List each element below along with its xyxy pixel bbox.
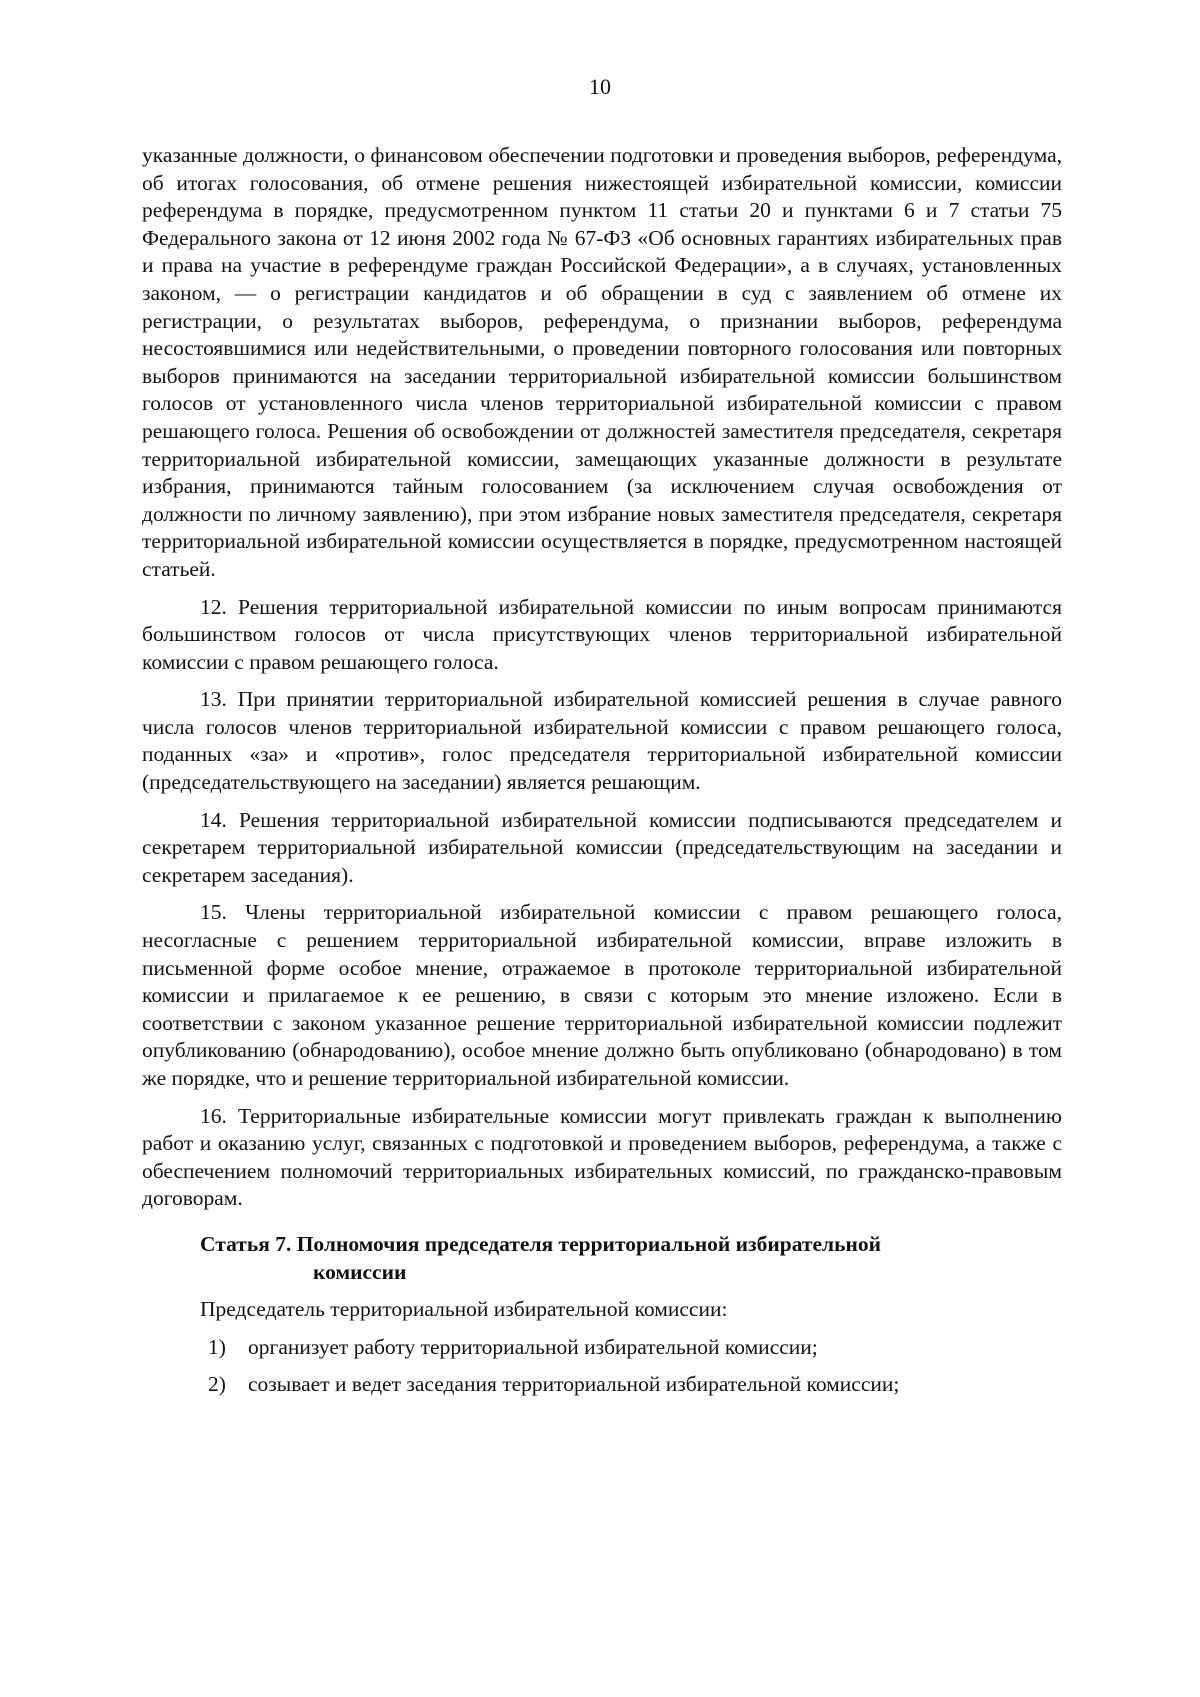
list-item (142, 1334, 1062, 1362)
list-item-number: 2) (208, 1372, 226, 1397)
list-item-text: созывает и ведет заседания территориальной избирательной комиссии; (248, 1372, 900, 1397)
list-item-text: организует работу территориальной избирательной комиссии; (248, 1334, 818, 1359)
paragraph-13: 13. При принятии территориальной избирательной комиссией решения в случае равного числа голосов членов территориальной избирательной комиссии с правом решающего голоса, поданных «за» и «против», голос председателя территориальной избирательной комиссии (председательствующего на заседании) является решающим. (142, 687, 1062, 795)
paragraph-16: 16. Территориальные избирательные комиссии могут привлекать граждан к выполнению работ и оказанию услуг, связанных с подготовкой и проведением выборов, референдума, а также с обеспечением полномочий территориальных избирательных комиссий, по гражданско-правовым договорам. (142, 1103, 1062, 1211)
article-intro: Председатель территориальной избирательной комиссии: (200, 1297, 728, 1322)
document-body (142, 142, 1062, 1409)
article-7-heading (200, 1231, 1062, 1286)
paragraph-15: 15. Члены территориальной избирательной комиссии с правом решающего голоса, несогласные с решением территориальной избирательной комиссии, вправе изложить в письменной форме особое мнение, отражаемое в протоколе территориальной избирательной комиссии и прилагаемое к ее решению, в связи с которым это мнение изложено. Если в соответствии с законом указанное решение территориальной избирательной комиссии подлежит опубликованию (обнародованию), особое мнение должно быть опубликовано (обнародовано) в том же порядке, что и решение территориальной избирательной комиссии. (142, 900, 1062, 1090)
article-heading-line1: Статья 7. Полномочия председателя территориальной избирательной (200, 1231, 881, 1256)
list-item (142, 1371, 1062, 1399)
article-heading-line2: комиссии (313, 1259, 407, 1284)
page-number: 10 (589, 74, 611, 99)
paragraph-14: 14. Решения территориальной избирательной комиссии подписываются председателем и секретарем территориальной избирательной комиссии (председательствующим на заседании и секретарем заседания). (142, 807, 1062, 887)
list-item-number: 1) (208, 1334, 226, 1359)
paragraph-12: 12. Решения территориальной избирательной комиссии по иным вопросам принимаются большинством голосов от числа присутствующих членов территориальной избирательной комиссии с правом решающего голоса. (142, 594, 1062, 674)
paragraph-continuation: указанные должности, о финансовом обеспечении подготовки и проведения выборов, референдума, об итогах голосования, об отмене решения нижестоящей избирательной комиссии, комиссии референдума в порядке, предусмотренном пунктом 11 статьи 20 и пунктами 6 и 7 статьи 75 Федерального закона от 12 июня 2002 года № 67-ФЗ «Об основных гарантиях избирательных прав и права на участие в референдуме граждан Российской Федерации», а в случаях, установленных законом, — о регистрации кандидатов и об обращении в суд с заявлением об отмене их регистрации, о результатах выборов, референдума, о признании выборов, референдума несостоявшимися или недействительными, о проведении повторного голосования или повторных выборов принимаются на заседании территориальной избирательной комиссии большинством голосов от установленного числа членов территориальной избирательной комиссии с правом решающего голоса. Решения об освобождении от должностей заместителя председателя, секретаря территориальной избирательной комиссии, замещающих указанные должности в результате избрания, принимаются тайным голосованием (за исключением случая освобождения от должности по личному заявлению), при этом избрание новых заместителя председателя, секретаря территориальной избирательной комиссии осуществляется в порядке, предусмотренном настоящей статьей. (142, 143, 1062, 581)
